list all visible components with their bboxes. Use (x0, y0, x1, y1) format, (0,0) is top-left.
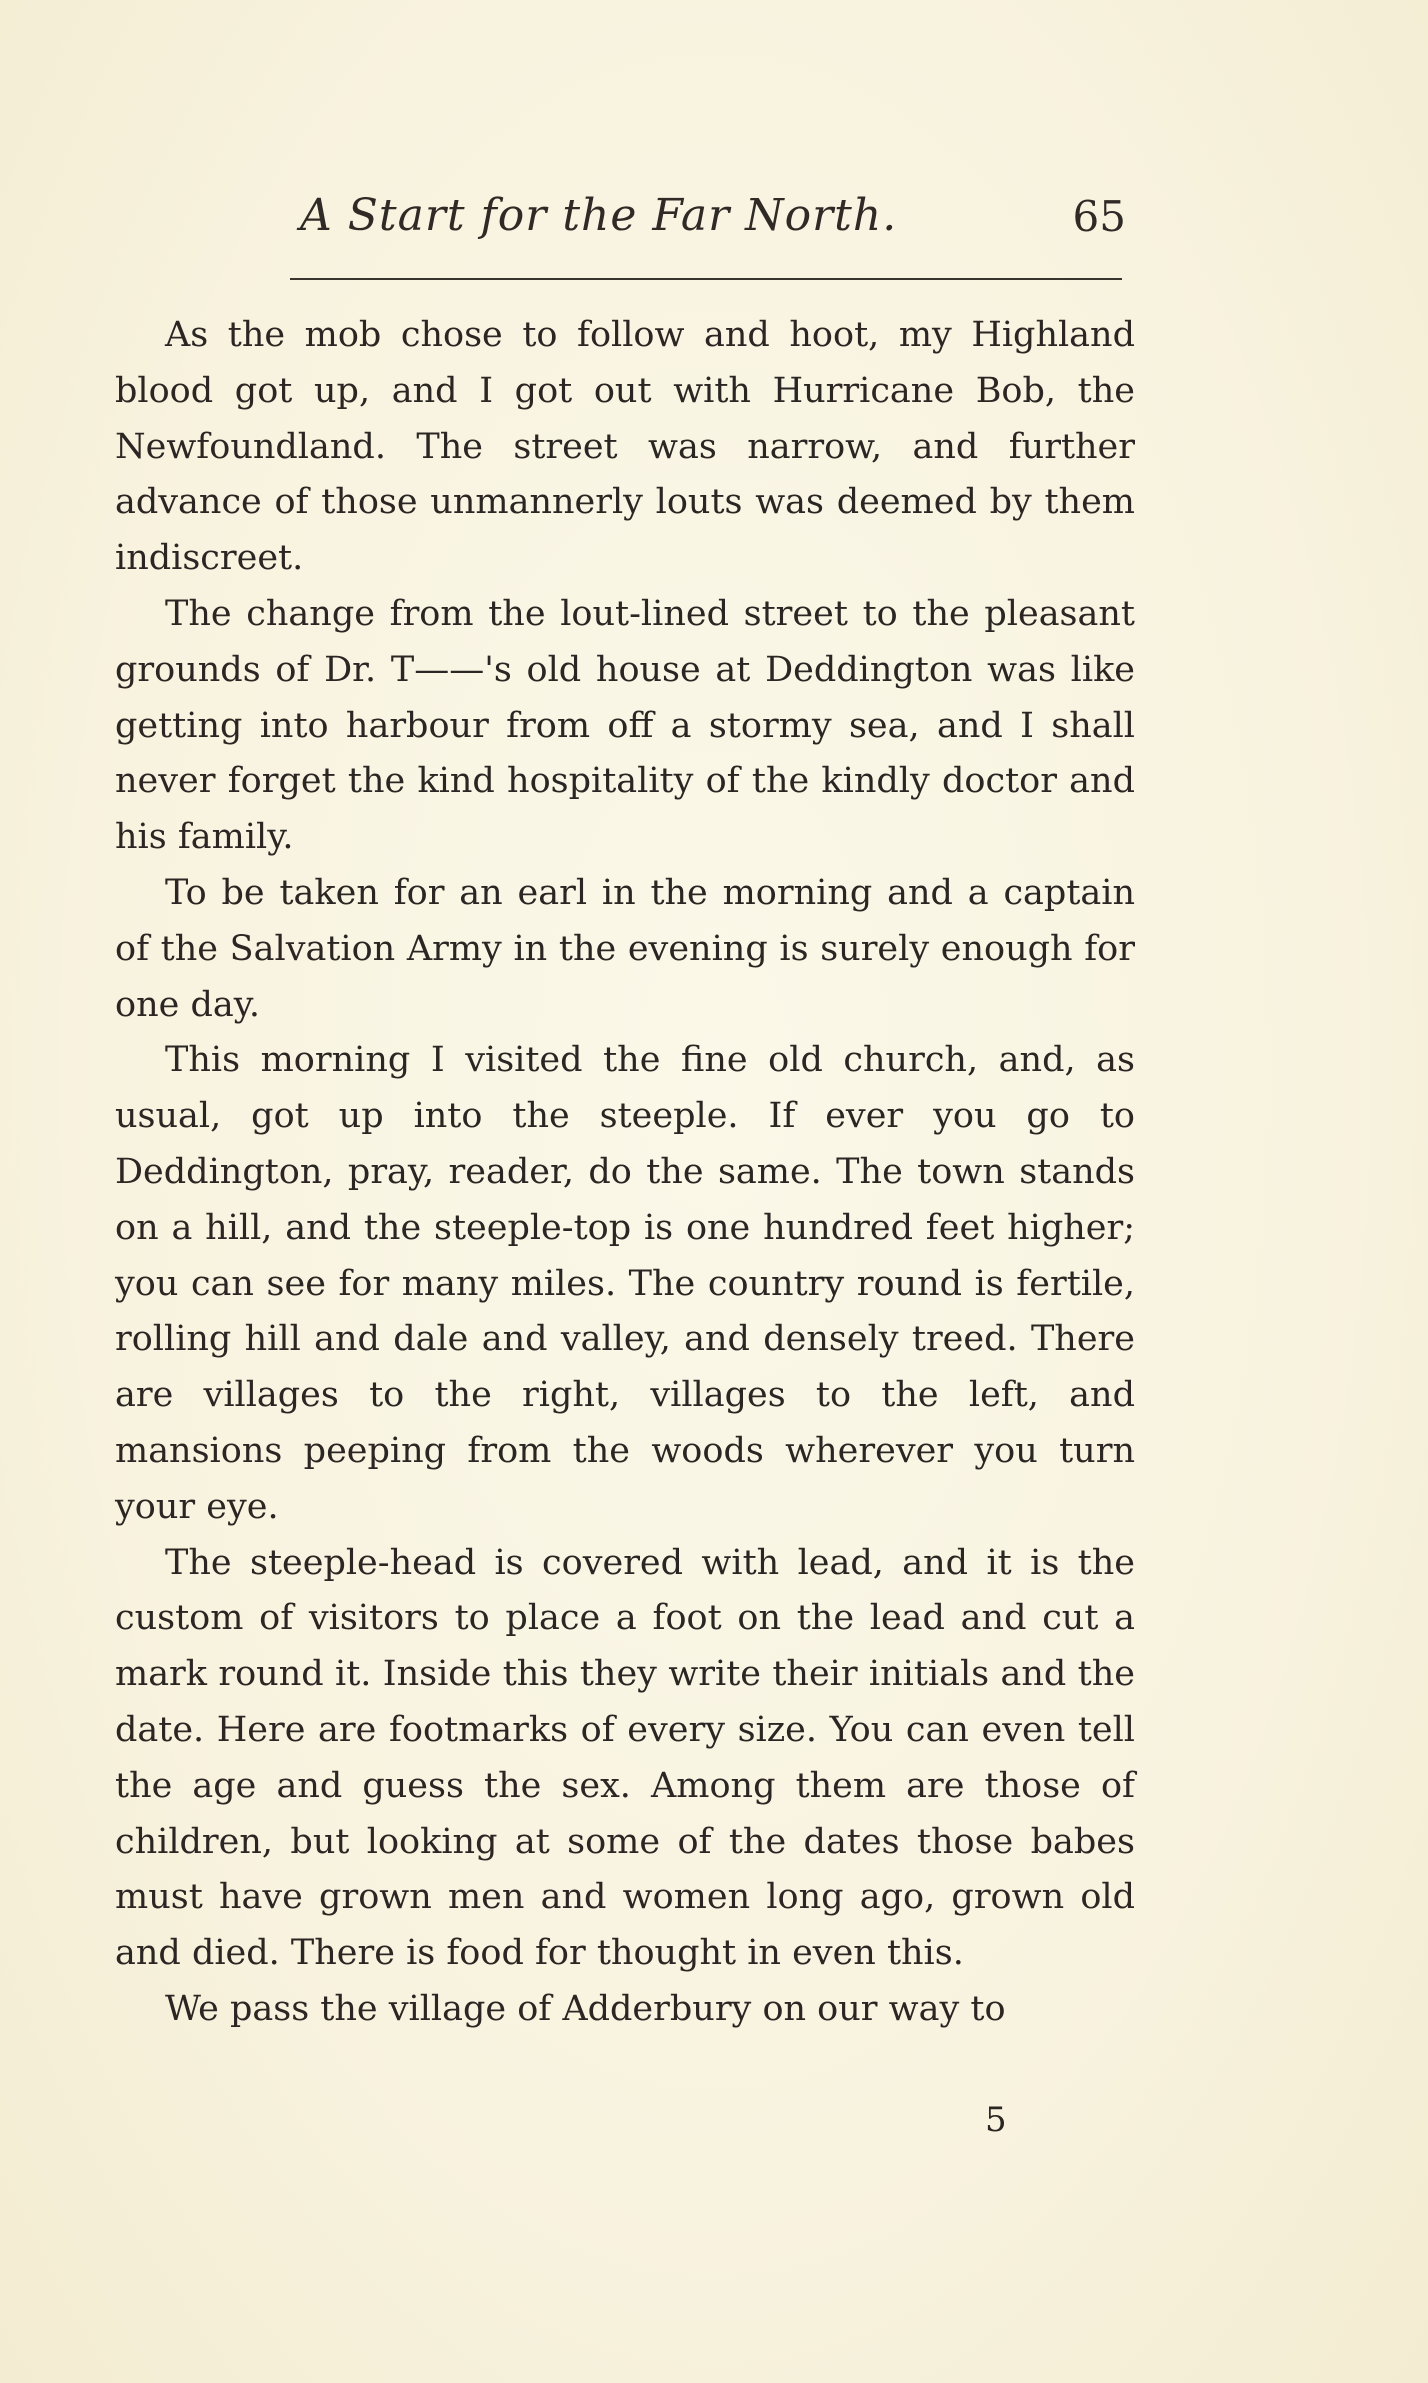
paragraph: The change from the lout-lined street to the pleasant grounds of Dr. T——'s old house at Deddington was like getting into harbour from off a stormy sea, and I shall never forget the kind hospitality of the kindly doctor and his family. (115, 593, 1135, 858)
paragraph: The steeple-head is covered with lead, and it is the custom of visitors to place a foot on the lead and cut a mark round it. Inside this they write their initials and the date. Here are footmarks of every size. You can even tell the age and guess the sex. Among them are those of children, but looking at some of the dates those babes must have grown men and women long ago, grown old and died. There is food for thought in even this. (115, 1542, 1135, 1974)
page-number: 65 (1072, 192, 1126, 241)
paragraph: As the mob chose to follow and hoot, my Highland blood got up, and I got out with Hurricane Bob, the Newfoundland. The street was narrow, and further advance of those unmannerly louts was deemed by them indiscreet. (115, 315, 1135, 579)
paragraph: To be taken for an earl in the morning and a captain of the Salvation Army in the evening is surely enough for one day. (115, 872, 1135, 1025)
paragraph: This morning I visited the fine old church, and, as usual, got up into the steeple. If ever you go to Deddington, pray, reader, do the same. The town stands on a hill, and the steeple-top is one hundred feet higher; you can see for many miles. The country round is fertile, rolling hill and dale and valley, and densely treed. There are villages to the right, villages to the left, and mansions peeping from the woods wherever you turn your eye. (115, 1040, 1135, 1527)
header-rule (290, 278, 1122, 280)
paragraph: We pass the village of Adderbury on our way to (165, 1988, 1006, 2029)
page-header (280, 190, 1126, 260)
running-title: A Start for the Far North. (300, 190, 898, 241)
signature-mark: 5 (985, 2100, 1007, 2140)
body-text (115, 308, 1135, 2038)
